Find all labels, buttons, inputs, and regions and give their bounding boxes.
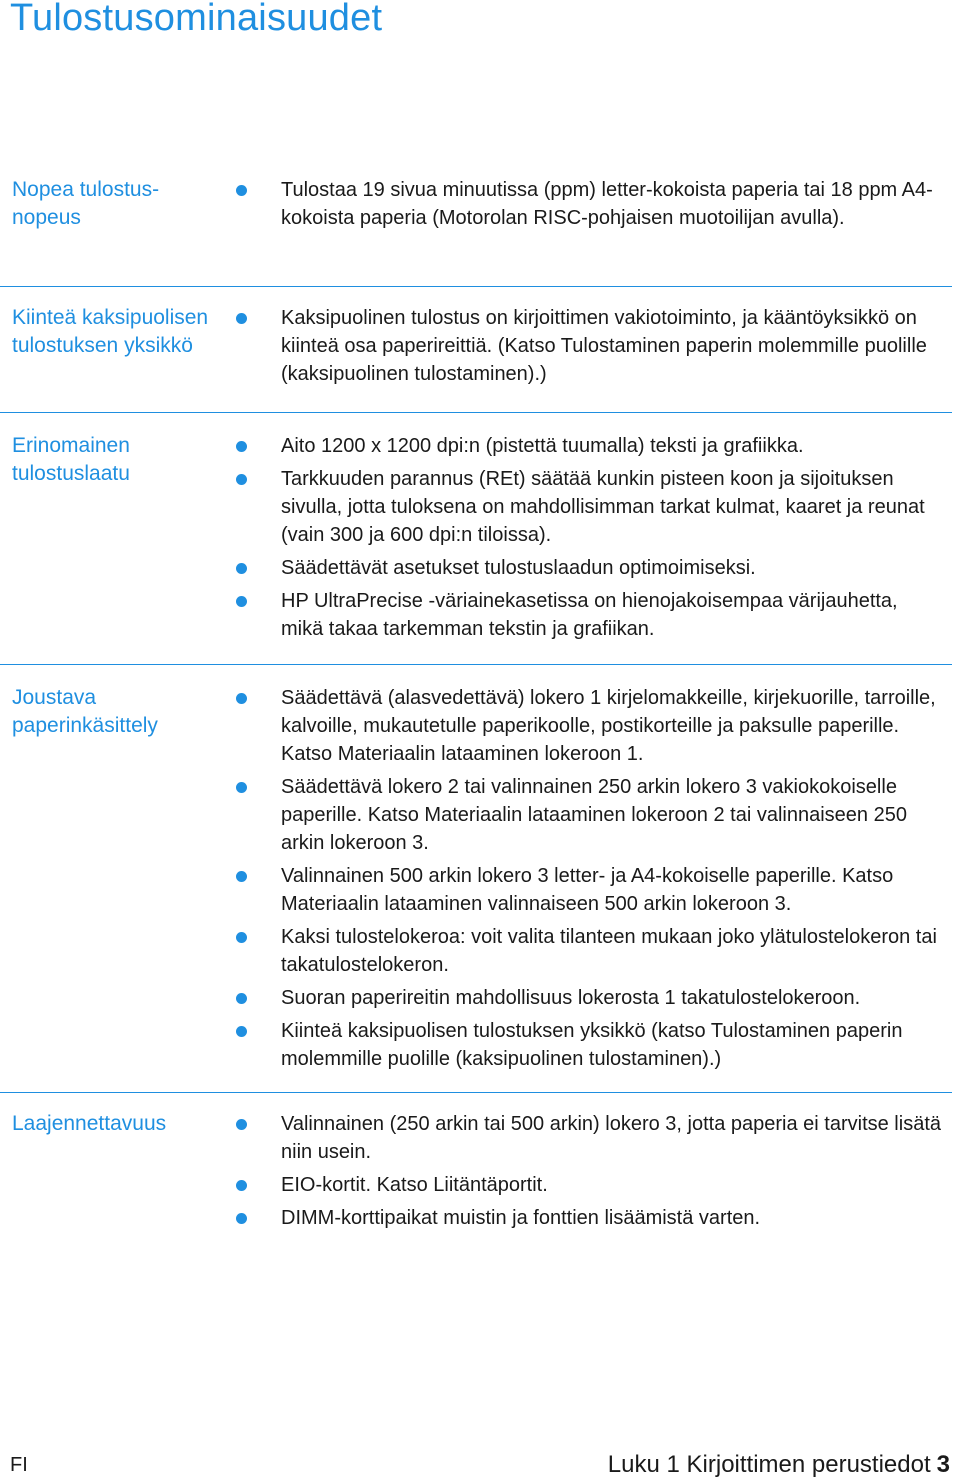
feature-list	[0, 684, 960, 1078]
bullet-icon	[236, 1213, 247, 1224]
list-item	[0, 432, 941, 460]
list-item	[0, 554, 941, 582]
list-item-text: Säädettävät asetukset tulostuslaadun optimoimiseksi.	[281, 557, 756, 579]
list-item	[0, 684, 941, 768]
list-item-text: Suoran paperireitin mahdollisuus lokerosta 1 takatulostelokeroon.	[281, 987, 861, 1009]
section-divider	[0, 412, 952, 413]
feature-list	[0, 176, 960, 237]
section-divider	[0, 286, 952, 287]
footer-chapter: Luku 1 Kirjoittimen perustiedot	[607, 1451, 931, 1478]
section-label: Erinomainen tulostuslaatu	[12, 434, 130, 485]
footer-chapter-info	[608, 1450, 950, 1480]
feature-list	[0, 432, 960, 648]
bullet-icon	[236, 993, 247, 1004]
section-label: Laajennettavuus	[12, 1112, 167, 1135]
list-item-text: Tarkkuuden parannus (REt) säätää kunkin pisteen koon ja sijoituksen sivulla, jotta tuloksena on mahdollisimman tarkat kulmat, kaaret ja reunat (vain 300 ja 600 dpi:n tiloissa).	[281, 468, 925, 546]
bullet-icon	[236, 441, 247, 452]
list-item-text: DIMM-korttipaikat muistin ja fonttien lisäämistä varten.	[281, 1207, 761, 1229]
bullet-icon	[236, 596, 247, 607]
page-title: Tulostusominaisuudet	[10, 0, 383, 39]
list-item	[0, 984, 941, 1012]
bullet-icon	[236, 185, 247, 196]
bullet-icon	[236, 693, 247, 704]
section-label: Joustava paperinkäsittely	[12, 686, 158, 737]
section-label: Kiinteä kaksipuolisen tulostuksen yksikkö	[12, 306, 209, 357]
list-item-text: Valinnainen 500 arkin lokero 3 letter- ja A4-kokoiselle paperille. Katso Materiaalin lataaminen valinnaiseen 500 arkin lokeroon 3.	[281, 865, 894, 915]
list-item-text: HP UltraPrecise -väriainekasetissa on hienojakoisempaa värijauhetta, mikä takaa tarkemman tekstin ja grafiikan.	[281, 590, 898, 640]
page-number: 3	[936, 1451, 950, 1478]
section-divider	[0, 1092, 952, 1093]
list-item	[0, 465, 941, 549]
list-item	[0, 1204, 941, 1232]
list-item-text: EIO-kortit. Katso Liitäntäportit.	[281, 1174, 548, 1196]
bullet-icon	[236, 474, 247, 485]
feature-list	[0, 1110, 960, 1237]
bullet-icon	[236, 1026, 247, 1037]
section-label: Nopea tulostus- nopeus	[12, 178, 160, 229]
footer-language: FI	[10, 1454, 28, 1476]
bullet-icon	[236, 871, 247, 882]
list-item	[0, 176, 941, 232]
section-divider	[0, 664, 952, 665]
list-item-text: Kaksi tulostelokeroa: voit valita tilanteen mukaan joko ylätulostelokeron tai takatulostelokeron.	[281, 926, 937, 976]
list-item	[0, 773, 941, 857]
bullet-icon	[236, 1119, 247, 1130]
list-item	[0, 304, 941, 388]
bullet-icon	[236, 782, 247, 793]
list-item-text: Säädettävä (alasvedettävä) lokero 1 kirjelomakkeille, kirjekuorille, tarroille, kalvoille, mukautetulle paperikoolle, postikorteille ja paksulle paperille. Katso Materiaalin lataaminen lokeroon 1.	[281, 687, 936, 765]
list-item-text: Aito 1200 x 1200 dpi:n (pistettä tuumalla) teksti ja grafiikka.	[281, 435, 804, 457]
bullet-icon	[236, 1180, 247, 1191]
list-item-text: Kaksipuolinen tulostus on kirjoittimen vakiotoiminto, ja kääntöyksikkö on kiinteä osa paperireittiä. (Katso Tulostaminen paperin molemmille puolille (kaksipuolinen tulostaminen).)	[281, 307, 927, 385]
list-item	[0, 1110, 941, 1166]
list-item-text: Kiinteä kaksipuolisen tulostuksen yksikkö (katso Tulostaminen paperin molemmille puolille (kaksipuolinen tulostaminen).)	[281, 1020, 903, 1070]
list-item-text: Säädettävä lokero 2 tai valinnainen 250 arkin lokero 3 vakiokokoiselle paperille. Katso Materiaalin lataaminen lokeroon 2 tai valinnaiseen 250 arkin lokeroon 3.	[281, 776, 907, 854]
list-item	[0, 1017, 941, 1073]
list-item-text: Tulostaa 19 sivua minuutissa (ppm) letter-kokoista paperia tai 18 ppm A4-kokoista paperia (Motorolan RISC-pohjaisen muotoilijan avulla).	[281, 179, 933, 229]
bullet-icon	[236, 932, 247, 943]
list-item-text: Valinnainen (250 arkin tai 500 arkin) lokero 3, jotta paperia ei tarvitse lisätä niin usein.	[281, 1113, 941, 1163]
list-item	[0, 587, 941, 643]
list-item	[0, 862, 941, 918]
bullet-icon	[236, 313, 247, 324]
bullet-icon	[236, 563, 247, 574]
feature-list	[0, 304, 960, 393]
list-item	[0, 923, 941, 979]
list-item	[0, 1171, 941, 1199]
